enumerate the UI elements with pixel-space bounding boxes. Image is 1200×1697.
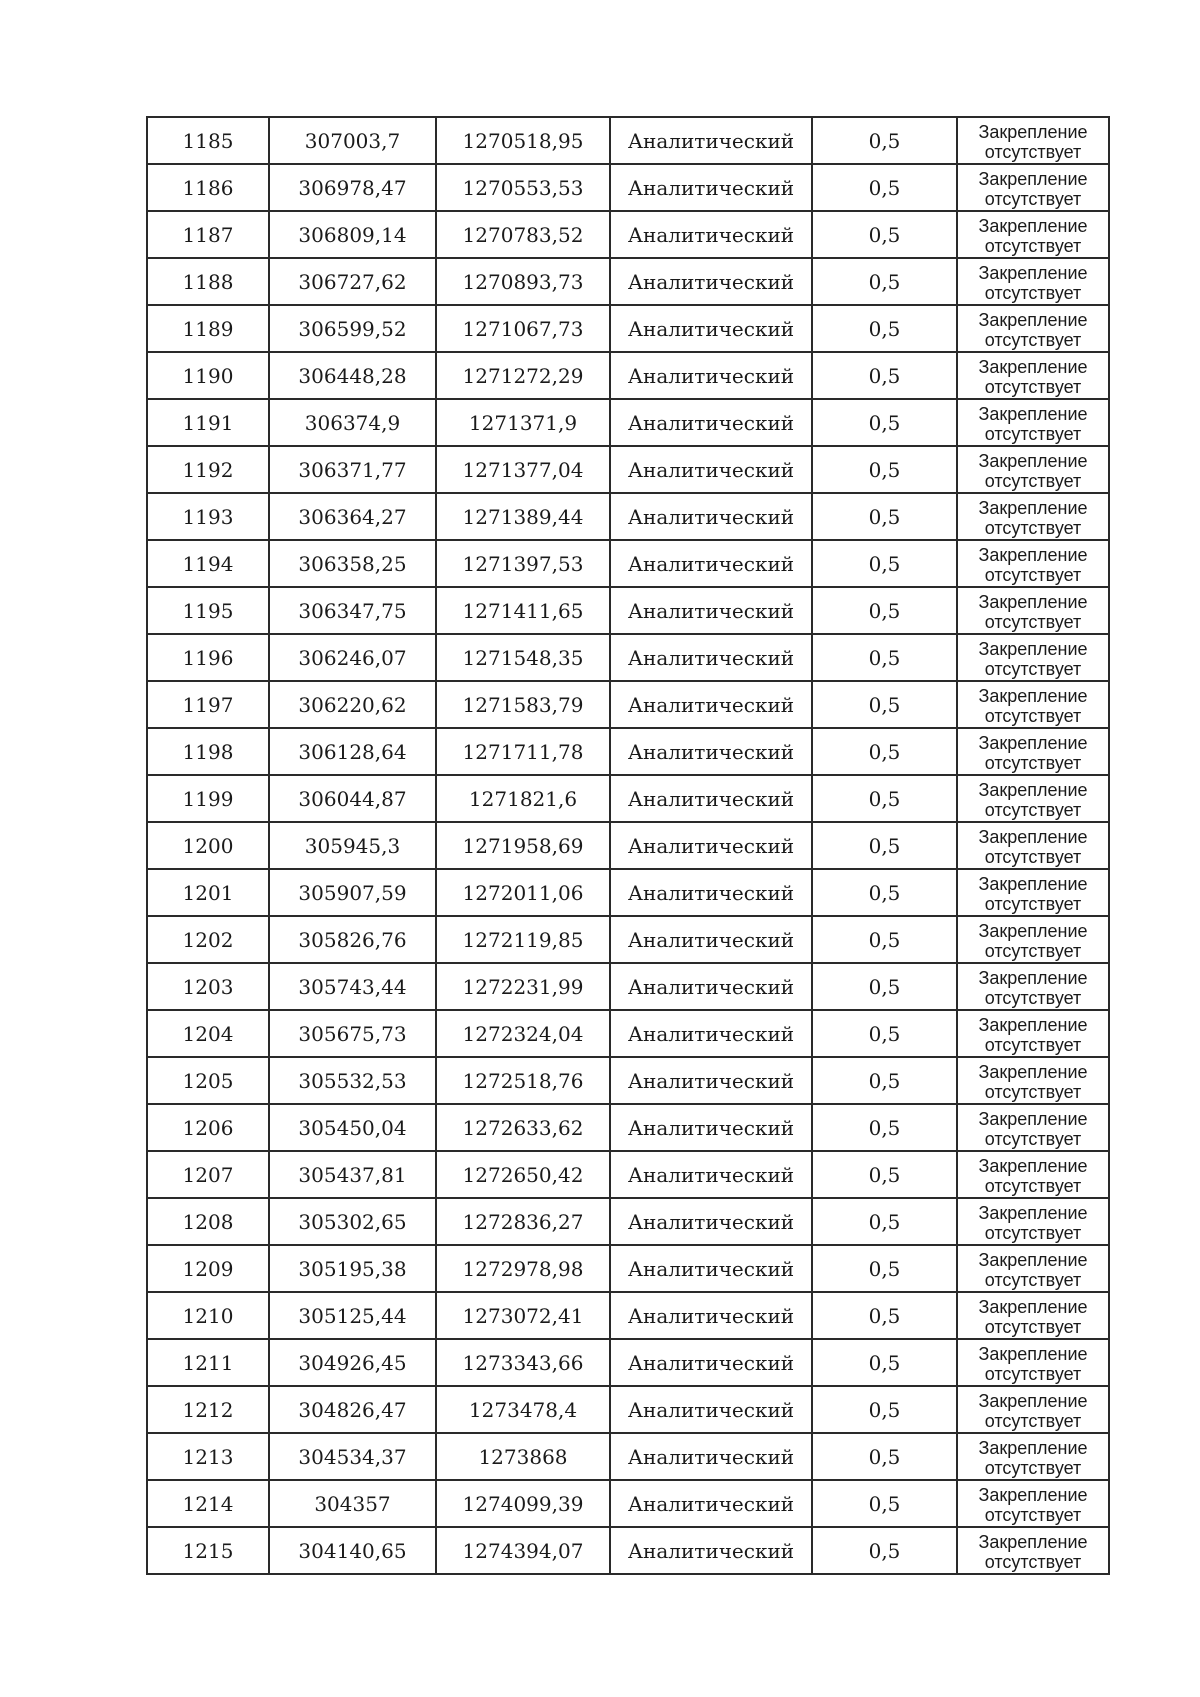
fixation-note-line2: отсутствует (984, 1175, 1082, 1196)
x-coordinate-cell: 306599,52 (269, 305, 436, 352)
fixation-note-line1: Закрепление (978, 1155, 1088, 1176)
coordinates-table (146, 116, 1110, 1575)
fixation-note-line1: Закрепление (978, 1014, 1088, 1035)
point-number-cell: 1188 (147, 258, 269, 305)
fixation-note-line2: отсутствует (984, 1269, 1082, 1290)
fixation-note-line1: Закрепление (978, 638, 1088, 659)
method-cell: Аналитический (610, 1386, 812, 1433)
fixation-note-line2: отсутствует (984, 423, 1082, 444)
method-cell: Аналитический (610, 1480, 812, 1527)
x-coordinate-cell: 306374,9 (269, 399, 436, 446)
fixation-note-line2: отсутствует (984, 517, 1082, 538)
fixation-note-line2: отсутствует (984, 752, 1082, 773)
fixation-note-line1: Закрепление (978, 920, 1088, 941)
x-coordinate-cell: 305945,3 (269, 822, 436, 869)
fixation-note-line2: отсутствует (984, 470, 1082, 491)
fixation-note-line2: отсутствует (984, 329, 1082, 350)
fixation-note-line2: отсутствует (984, 376, 1082, 397)
fixation-note-line1: Закрепление (978, 1202, 1088, 1223)
table-row (147, 1480, 1109, 1527)
fixation-note-cell (957, 117, 1109, 164)
fixation-note-line2: отсутствует (984, 846, 1082, 867)
point-number-cell: 1187 (147, 211, 269, 258)
fixation-note-line2: отсутствует (984, 1504, 1082, 1525)
y-coordinate-cell: 1270783,52 (436, 211, 610, 258)
accuracy-cell: 0,5 (812, 493, 957, 540)
point-number-cell: 1202 (147, 916, 269, 963)
method-cell: Аналитический (610, 775, 812, 822)
x-coordinate-cell: 306128,64 (269, 728, 436, 775)
fixation-note-cell (957, 258, 1109, 305)
x-coordinate-cell: 306978,47 (269, 164, 436, 211)
x-coordinate-cell: 306809,14 (269, 211, 436, 258)
method-cell: Аналитический (610, 1527, 812, 1574)
fixation-note-line2: отсутствует (984, 893, 1082, 914)
y-coordinate-cell: 1272633,62 (436, 1104, 610, 1151)
fixation-note-line2: отсутствует (984, 1363, 1082, 1384)
accuracy-cell: 0,5 (812, 540, 957, 587)
x-coordinate-cell: 304140,65 (269, 1527, 436, 1574)
fixation-note-cell (957, 164, 1109, 211)
table-row (147, 916, 1109, 963)
point-number-cell: 1214 (147, 1480, 269, 1527)
y-coordinate-cell: 1270518,95 (436, 117, 610, 164)
fixation-note-line1: Закрепление (978, 685, 1088, 706)
fixation-note-line2: отсутствует (984, 1410, 1082, 1431)
accuracy-cell: 0,5 (812, 117, 957, 164)
fixation-note-line1: Закрепление (978, 732, 1088, 753)
fixation-note-line2: отсутствует (984, 611, 1082, 632)
table-row (147, 963, 1109, 1010)
x-coordinate-cell: 304926,45 (269, 1339, 436, 1386)
table-row (147, 493, 1109, 540)
method-cell: Аналитический (610, 681, 812, 728)
fixation-note-line2: отсутствует (984, 235, 1082, 256)
fixation-note-cell (957, 916, 1109, 963)
x-coordinate-cell: 304357 (269, 1480, 436, 1527)
fixation-note-line2: отсутствует (984, 799, 1082, 820)
point-number-cell: 1197 (147, 681, 269, 728)
fixation-note-cell (957, 211, 1109, 258)
fixation-note-line1: Закрепление (978, 215, 1088, 236)
table-row (147, 1339, 1109, 1386)
table-row (147, 681, 1109, 728)
point-number-cell: 1186 (147, 164, 269, 211)
point-number-cell: 1199 (147, 775, 269, 822)
x-coordinate-cell: 305743,44 (269, 963, 436, 1010)
point-number-cell: 1215 (147, 1527, 269, 1574)
point-number-cell: 1192 (147, 446, 269, 493)
x-coordinate-cell: 305125,44 (269, 1292, 436, 1339)
point-number-cell: 1196 (147, 634, 269, 681)
table-row (147, 587, 1109, 634)
method-cell: Аналитический (610, 1433, 812, 1480)
x-coordinate-cell: 305437,81 (269, 1151, 436, 1198)
fixation-note-cell (957, 446, 1109, 493)
fixation-note-line2: отсутствует (984, 1081, 1082, 1102)
fixation-note-line2: отсутствует (984, 1222, 1082, 1243)
method-cell: Аналитический (610, 399, 812, 446)
fixation-note-cell (957, 1198, 1109, 1245)
point-number-cell: 1210 (147, 1292, 269, 1339)
fixation-note-cell (957, 399, 1109, 446)
method-cell: Аналитический (610, 963, 812, 1010)
method-cell: Аналитический (610, 1057, 812, 1104)
point-number-cell: 1212 (147, 1386, 269, 1433)
fixation-note-line1: Закрепление (978, 591, 1088, 612)
fixation-note-line1: Закрепление (978, 450, 1088, 471)
accuracy-cell: 0,5 (812, 1386, 957, 1433)
x-coordinate-cell: 306448,28 (269, 352, 436, 399)
accuracy-cell: 0,5 (812, 916, 957, 963)
method-cell: Аналитический (610, 305, 812, 352)
accuracy-cell: 0,5 (812, 164, 957, 211)
fixation-note-line1: Закрепление (978, 779, 1088, 800)
y-coordinate-cell: 1271371,9 (436, 399, 610, 446)
fixation-note-line2: отсутствует (984, 1316, 1082, 1337)
point-number-cell: 1193 (147, 493, 269, 540)
y-coordinate-cell: 1273478,4 (436, 1386, 610, 1433)
accuracy-cell: 0,5 (812, 399, 957, 446)
x-coordinate-cell: 304826,47 (269, 1386, 436, 1433)
method-cell: Аналитический (610, 1010, 812, 1057)
y-coordinate-cell: 1272324,04 (436, 1010, 610, 1057)
accuracy-cell: 0,5 (812, 1292, 957, 1339)
accuracy-cell: 0,5 (812, 634, 957, 681)
accuracy-cell: 0,5 (812, 963, 957, 1010)
fixation-note-line1: Закрепление (978, 1531, 1088, 1552)
table-row (147, 728, 1109, 775)
y-coordinate-cell: 1271711,78 (436, 728, 610, 775)
fixation-note-line2: отсутствует (984, 1457, 1082, 1478)
point-number-cell: 1206 (147, 1104, 269, 1151)
method-cell: Аналитический (610, 117, 812, 164)
y-coordinate-cell: 1272978,98 (436, 1245, 610, 1292)
method-cell: Аналитический (610, 493, 812, 540)
fixation-note-line1: Закрепление (978, 1296, 1088, 1317)
table-row (147, 1104, 1109, 1151)
fixation-note-line1: Закрепление (978, 356, 1088, 377)
table-row (147, 634, 1109, 681)
y-coordinate-cell: 1272231,99 (436, 963, 610, 1010)
accuracy-cell: 0,5 (812, 775, 957, 822)
fixation-note-line1: Закрепление (978, 1061, 1088, 1082)
method-cell: Аналитический (610, 1151, 812, 1198)
method-cell: Аналитический (610, 1292, 812, 1339)
fixation-note-cell (957, 493, 1109, 540)
y-coordinate-cell: 1271067,73 (436, 305, 610, 352)
accuracy-cell: 0,5 (812, 587, 957, 634)
table-row (147, 540, 1109, 587)
fixation-note-line1: Закрепление (978, 1249, 1088, 1270)
y-coordinate-cell: 1274394,07 (436, 1527, 610, 1574)
point-number-cell: 1195 (147, 587, 269, 634)
fixation-note-cell (957, 1104, 1109, 1151)
table-row (147, 352, 1109, 399)
y-coordinate-cell: 1272119,85 (436, 916, 610, 963)
y-coordinate-cell: 1271272,29 (436, 352, 610, 399)
fixation-note-line1: Закрепление (978, 826, 1088, 847)
fixation-note-cell (957, 681, 1109, 728)
y-coordinate-cell: 1271397,53 (436, 540, 610, 587)
point-number-cell: 1209 (147, 1245, 269, 1292)
method-cell: Аналитический (610, 1245, 812, 1292)
x-coordinate-cell: 306727,62 (269, 258, 436, 305)
x-coordinate-cell: 305826,76 (269, 916, 436, 963)
y-coordinate-cell: 1273343,66 (436, 1339, 610, 1386)
table-row (147, 1292, 1109, 1339)
coordinates-table-body (147, 117, 1109, 1574)
table-row (147, 399, 1109, 446)
method-cell: Аналитический (610, 634, 812, 681)
x-coordinate-cell: 305532,53 (269, 1057, 436, 1104)
accuracy-cell: 0,5 (812, 1433, 957, 1480)
y-coordinate-cell: 1271389,44 (436, 493, 610, 540)
x-coordinate-cell: 305195,38 (269, 1245, 436, 1292)
table-row (147, 1527, 1109, 1574)
method-cell: Аналитический (610, 1339, 812, 1386)
method-cell: Аналитический (610, 1104, 812, 1151)
point-number-cell: 1205 (147, 1057, 269, 1104)
fixation-note-cell (957, 1292, 1109, 1339)
fixation-note-cell (957, 1480, 1109, 1527)
fixation-note-line2: отсутствует (984, 1034, 1082, 1055)
x-coordinate-cell: 306246,07 (269, 634, 436, 681)
method-cell: Аналитический (610, 587, 812, 634)
y-coordinate-cell: 1273072,41 (436, 1292, 610, 1339)
accuracy-cell: 0,5 (812, 258, 957, 305)
fixation-note-line1: Закрепление (978, 873, 1088, 894)
fixation-note-line2: отсутствует (984, 282, 1082, 303)
y-coordinate-cell: 1271548,35 (436, 634, 610, 681)
y-coordinate-cell: 1273868 (436, 1433, 610, 1480)
accuracy-cell: 0,5 (812, 681, 957, 728)
fixation-note-cell (957, 1010, 1109, 1057)
accuracy-cell: 0,5 (812, 1339, 957, 1386)
x-coordinate-cell: 305907,59 (269, 869, 436, 916)
x-coordinate-cell: 307003,7 (269, 117, 436, 164)
point-number-cell: 1203 (147, 963, 269, 1010)
table-row (147, 305, 1109, 352)
y-coordinate-cell: 1271377,04 (436, 446, 610, 493)
point-number-cell: 1200 (147, 822, 269, 869)
x-coordinate-cell: 306358,25 (269, 540, 436, 587)
accuracy-cell: 0,5 (812, 211, 957, 258)
fixation-note-line1: Закрепление (978, 497, 1088, 518)
accuracy-cell: 0,5 (812, 1245, 957, 1292)
fixation-note-line1: Закрепление (978, 1390, 1088, 1411)
x-coordinate-cell: 305302,65 (269, 1198, 436, 1245)
fixation-note-line2: отсутствует (984, 564, 1082, 585)
table-row (147, 1433, 1109, 1480)
method-cell: Аналитический (610, 258, 812, 305)
fixation-note-line1: Закрепление (978, 1108, 1088, 1129)
x-coordinate-cell: 305450,04 (269, 1104, 436, 1151)
fixation-note-line1: Закрепление (978, 544, 1088, 565)
fixation-note-cell (957, 587, 1109, 634)
table-row (147, 775, 1109, 822)
fixation-note-cell (957, 1151, 1109, 1198)
fixation-note-cell (957, 728, 1109, 775)
table-row (147, 258, 1109, 305)
method-cell: Аналитический (610, 869, 812, 916)
point-number-cell: 1190 (147, 352, 269, 399)
x-coordinate-cell: 304534,37 (269, 1433, 436, 1480)
accuracy-cell: 0,5 (812, 1480, 957, 1527)
accuracy-cell: 0,5 (812, 1010, 957, 1057)
method-cell: Аналитический (610, 164, 812, 211)
y-coordinate-cell: 1272836,27 (436, 1198, 610, 1245)
accuracy-cell: 0,5 (812, 1198, 957, 1245)
fixation-note-line1: Закрепление (978, 1343, 1088, 1364)
point-number-cell: 1213 (147, 1433, 269, 1480)
method-cell: Аналитический (610, 822, 812, 869)
point-number-cell: 1207 (147, 1151, 269, 1198)
fixation-note-line1: Закрепление (978, 309, 1088, 330)
accuracy-cell: 0,5 (812, 728, 957, 775)
y-coordinate-cell: 1274099,39 (436, 1480, 610, 1527)
accuracy-cell: 0,5 (812, 305, 957, 352)
fixation-note-line1: Закрепление (978, 403, 1088, 424)
fixation-note-line2: отсутствует (984, 940, 1082, 961)
fixation-note-cell (957, 963, 1109, 1010)
method-cell: Аналитический (610, 728, 812, 775)
point-number-cell: 1198 (147, 728, 269, 775)
fixation-note-cell (957, 1245, 1109, 1292)
table-row (147, 1010, 1109, 1057)
point-number-cell: 1208 (147, 1198, 269, 1245)
x-coordinate-cell: 306220,62 (269, 681, 436, 728)
table-row (147, 446, 1109, 493)
fixation-note-line2: отсутствует (984, 188, 1082, 209)
method-cell: Аналитический (610, 1198, 812, 1245)
fixation-note-cell (957, 1386, 1109, 1433)
fixation-note-cell (957, 775, 1109, 822)
accuracy-cell: 0,5 (812, 1151, 957, 1198)
y-coordinate-cell: 1271958,69 (436, 822, 610, 869)
fixation-note-line2: отсутствует (984, 1551, 1082, 1572)
y-coordinate-cell: 1270553,53 (436, 164, 610, 211)
method-cell: Аналитический (610, 211, 812, 258)
point-number-cell: 1189 (147, 305, 269, 352)
table-row (147, 822, 1109, 869)
point-number-cell: 1194 (147, 540, 269, 587)
table-row (147, 1245, 1109, 1292)
fixation-note-line2: отсутствует (984, 1128, 1082, 1149)
table-row (147, 164, 1109, 211)
method-cell: Аналитический (610, 446, 812, 493)
y-coordinate-cell: 1270893,73 (436, 258, 610, 305)
fixation-note-cell (957, 352, 1109, 399)
point-number-cell: 1201 (147, 869, 269, 916)
point-number-cell: 1191 (147, 399, 269, 446)
accuracy-cell: 0,5 (812, 1057, 957, 1104)
point-number-cell: 1204 (147, 1010, 269, 1057)
fixation-note-cell (957, 869, 1109, 916)
x-coordinate-cell: 306371,77 (269, 446, 436, 493)
method-cell: Аналитический (610, 916, 812, 963)
fixation-note-cell (957, 1433, 1109, 1480)
method-cell: Аналитический (610, 352, 812, 399)
fixation-note-cell (957, 634, 1109, 681)
fixation-note-line1: Закрепление (978, 262, 1088, 283)
fixation-note-cell (957, 1527, 1109, 1574)
x-coordinate-cell: 305675,73 (269, 1010, 436, 1057)
table-row (147, 1151, 1109, 1198)
y-coordinate-cell: 1271583,79 (436, 681, 610, 728)
table-row (147, 117, 1109, 164)
table-row (147, 1198, 1109, 1245)
fixation-note-cell (957, 822, 1109, 869)
fixation-note-line1: Закрепление (978, 967, 1088, 988)
fixation-note-line1: Закрепление (978, 121, 1088, 142)
fixation-note-cell (957, 1339, 1109, 1386)
y-coordinate-cell: 1271411,65 (436, 587, 610, 634)
y-coordinate-cell: 1272650,42 (436, 1151, 610, 1198)
point-number-cell: 1211 (147, 1339, 269, 1386)
table-row (147, 1386, 1109, 1433)
accuracy-cell: 0,5 (812, 1527, 957, 1574)
fixation-note-line2: отсутствует (984, 705, 1082, 726)
x-coordinate-cell: 306364,27 (269, 493, 436, 540)
x-coordinate-cell: 306347,75 (269, 587, 436, 634)
table-row (147, 869, 1109, 916)
x-coordinate-cell: 306044,87 (269, 775, 436, 822)
accuracy-cell: 0,5 (812, 822, 957, 869)
fixation-note-cell (957, 1057, 1109, 1104)
accuracy-cell: 0,5 (812, 869, 957, 916)
y-coordinate-cell: 1271821,6 (436, 775, 610, 822)
method-cell: Аналитический (610, 540, 812, 587)
fixation-note-line2: отсутствует (984, 141, 1082, 162)
y-coordinate-cell: 1272011,06 (436, 869, 610, 916)
fixation-note-line2: отсутствует (984, 987, 1082, 1008)
y-coordinate-cell: 1272518,76 (436, 1057, 610, 1104)
accuracy-cell: 0,5 (812, 1104, 957, 1151)
table-row (147, 211, 1109, 258)
fixation-note-line2: отсутствует (984, 658, 1082, 679)
fixation-note-line1: Закрепление (978, 1484, 1088, 1505)
accuracy-cell: 0,5 (812, 446, 957, 493)
fixation-note-line1: Закрепление (978, 1437, 1088, 1458)
table-row (147, 1057, 1109, 1104)
fixation-note-cell (957, 305, 1109, 352)
fixation-note-cell (957, 540, 1109, 587)
point-number-cell: 1185 (147, 117, 269, 164)
accuracy-cell: 0,5 (812, 352, 957, 399)
fixation-note-line1: Закрепление (978, 168, 1088, 189)
